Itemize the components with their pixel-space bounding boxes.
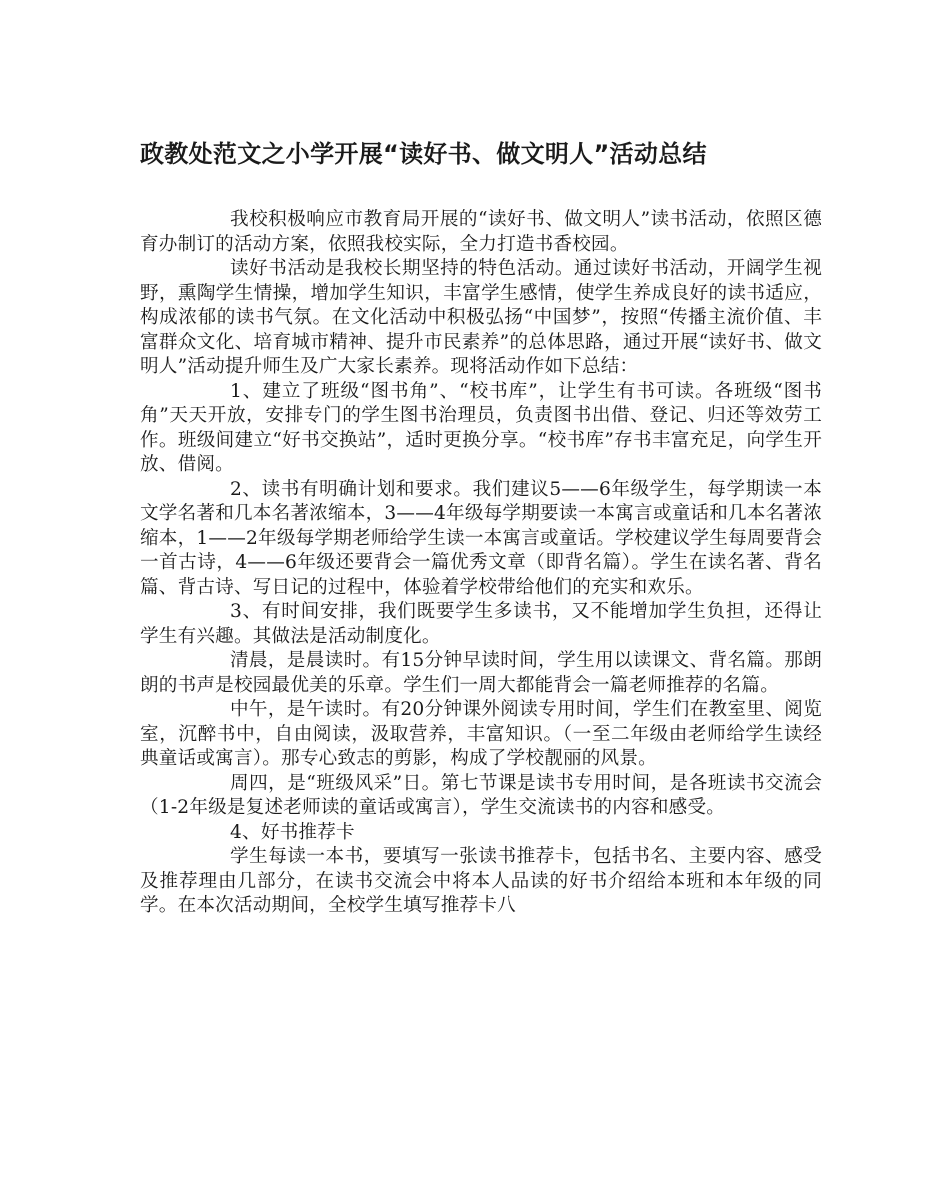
paragraph-item-4-heading: 4、好书推荐卡 — [230, 821, 355, 843]
document-body — [140, 208, 822, 919]
paragraph-morning: 清晨，是晨读时。有15分钟早读时间，学生用以读课文、背名篇。那朗朗的书声是校园最优美的乐章。学生们一周大都能背会一篇老师推荐的名篇。 — [140, 650, 822, 696]
paragraph-intro: 我校积极响应市教育局开展的“读好书、做文明人”读书活动，依照区德育办制订的活动方案，依照我校实际，全力打造书香校园。 — [140, 209, 822, 255]
paragraph-item-3: 3、有时间安排，我们既要学生多读书，又不能增加学生负担，还得让学生有兴趣。其做法是活动制度化。 — [140, 601, 822, 647]
paragraph-item-2: 2、读书有明确计划和要求。我们建议5——6年级学生，每学期读一本文学名著和几本名著浓缩本，3——4年级每学期要读一本寓言或童话和几本名著浓缩本，1——2年级每学期老师给学生读一本寓言或童话。学校建议学生每周要背会一首古诗，4——6年级还要背会一篇优秀文章（即背名篇）。学生在读名著、背名篇、背古诗、写日记的过程中，体验着学校带给他们的充实和欢乐。 — [140, 478, 822, 598]
paragraph-noon: 中午，是午读时。有20分钟课外阅读专用时间，学生们在教室里、阅览室，沉醉书中，自由阅读，汲取营养，丰富知识。（一至二年级由老师给学生读经典童话或寓言）。那专心致志的剪影，构成了学校靓丽的风景。 — [140, 699, 822, 769]
paragraph-overview: 读好书活动是我校长期坚持的特色活动。通过读好书活动，开阔学生视野，熏陶学生情操，增加学生知识，丰富学生感情，使学生养成良好的读书适应，构成浓郁的读书气氛。在文化活动中积极弘扬“中国梦”，按照“传播主流价值、丰富群众文化、培育城市精神、提升市民素养”的总体思路，通过开展“读好书、做文明人”活动提升师生及广大家长素养。现将活动作如下总结： — [140, 258, 822, 377]
paragraph-thursday: 周四，是“班级风采”日。第七节课是读书专用时间，是各班读书交流会（1-2年级是复述老师读的童话或寓言），学生交流读书的内容和感受。 — [140, 772, 822, 818]
document-title: 政教处范文之小学开展“读好书、做文明人”活动总结 — [140, 140, 707, 168]
paragraph-item-1: 1、建立了班级“图书角”、“校书库”，让学生有书可读。各班级“图书角”天天开放，安排专门的学生图书治理员，负责图书出借、登记、归还等效劳工作。班级间建立“好书交换站”，适时更换分享。“校书库”存书丰富充足，向学生开放、借阅。 — [140, 380, 822, 475]
paragraph-recommendation-card: 学生每读一本书，要填写一张读书推荐卡，包括书名、主要内容、感受及推荐理由几部分，在读书交流会中将本人品读的好书介绍给本班和本年级的同学。在本次活动期间，全校学生填写推荐卡八 — [140, 846, 822, 916]
